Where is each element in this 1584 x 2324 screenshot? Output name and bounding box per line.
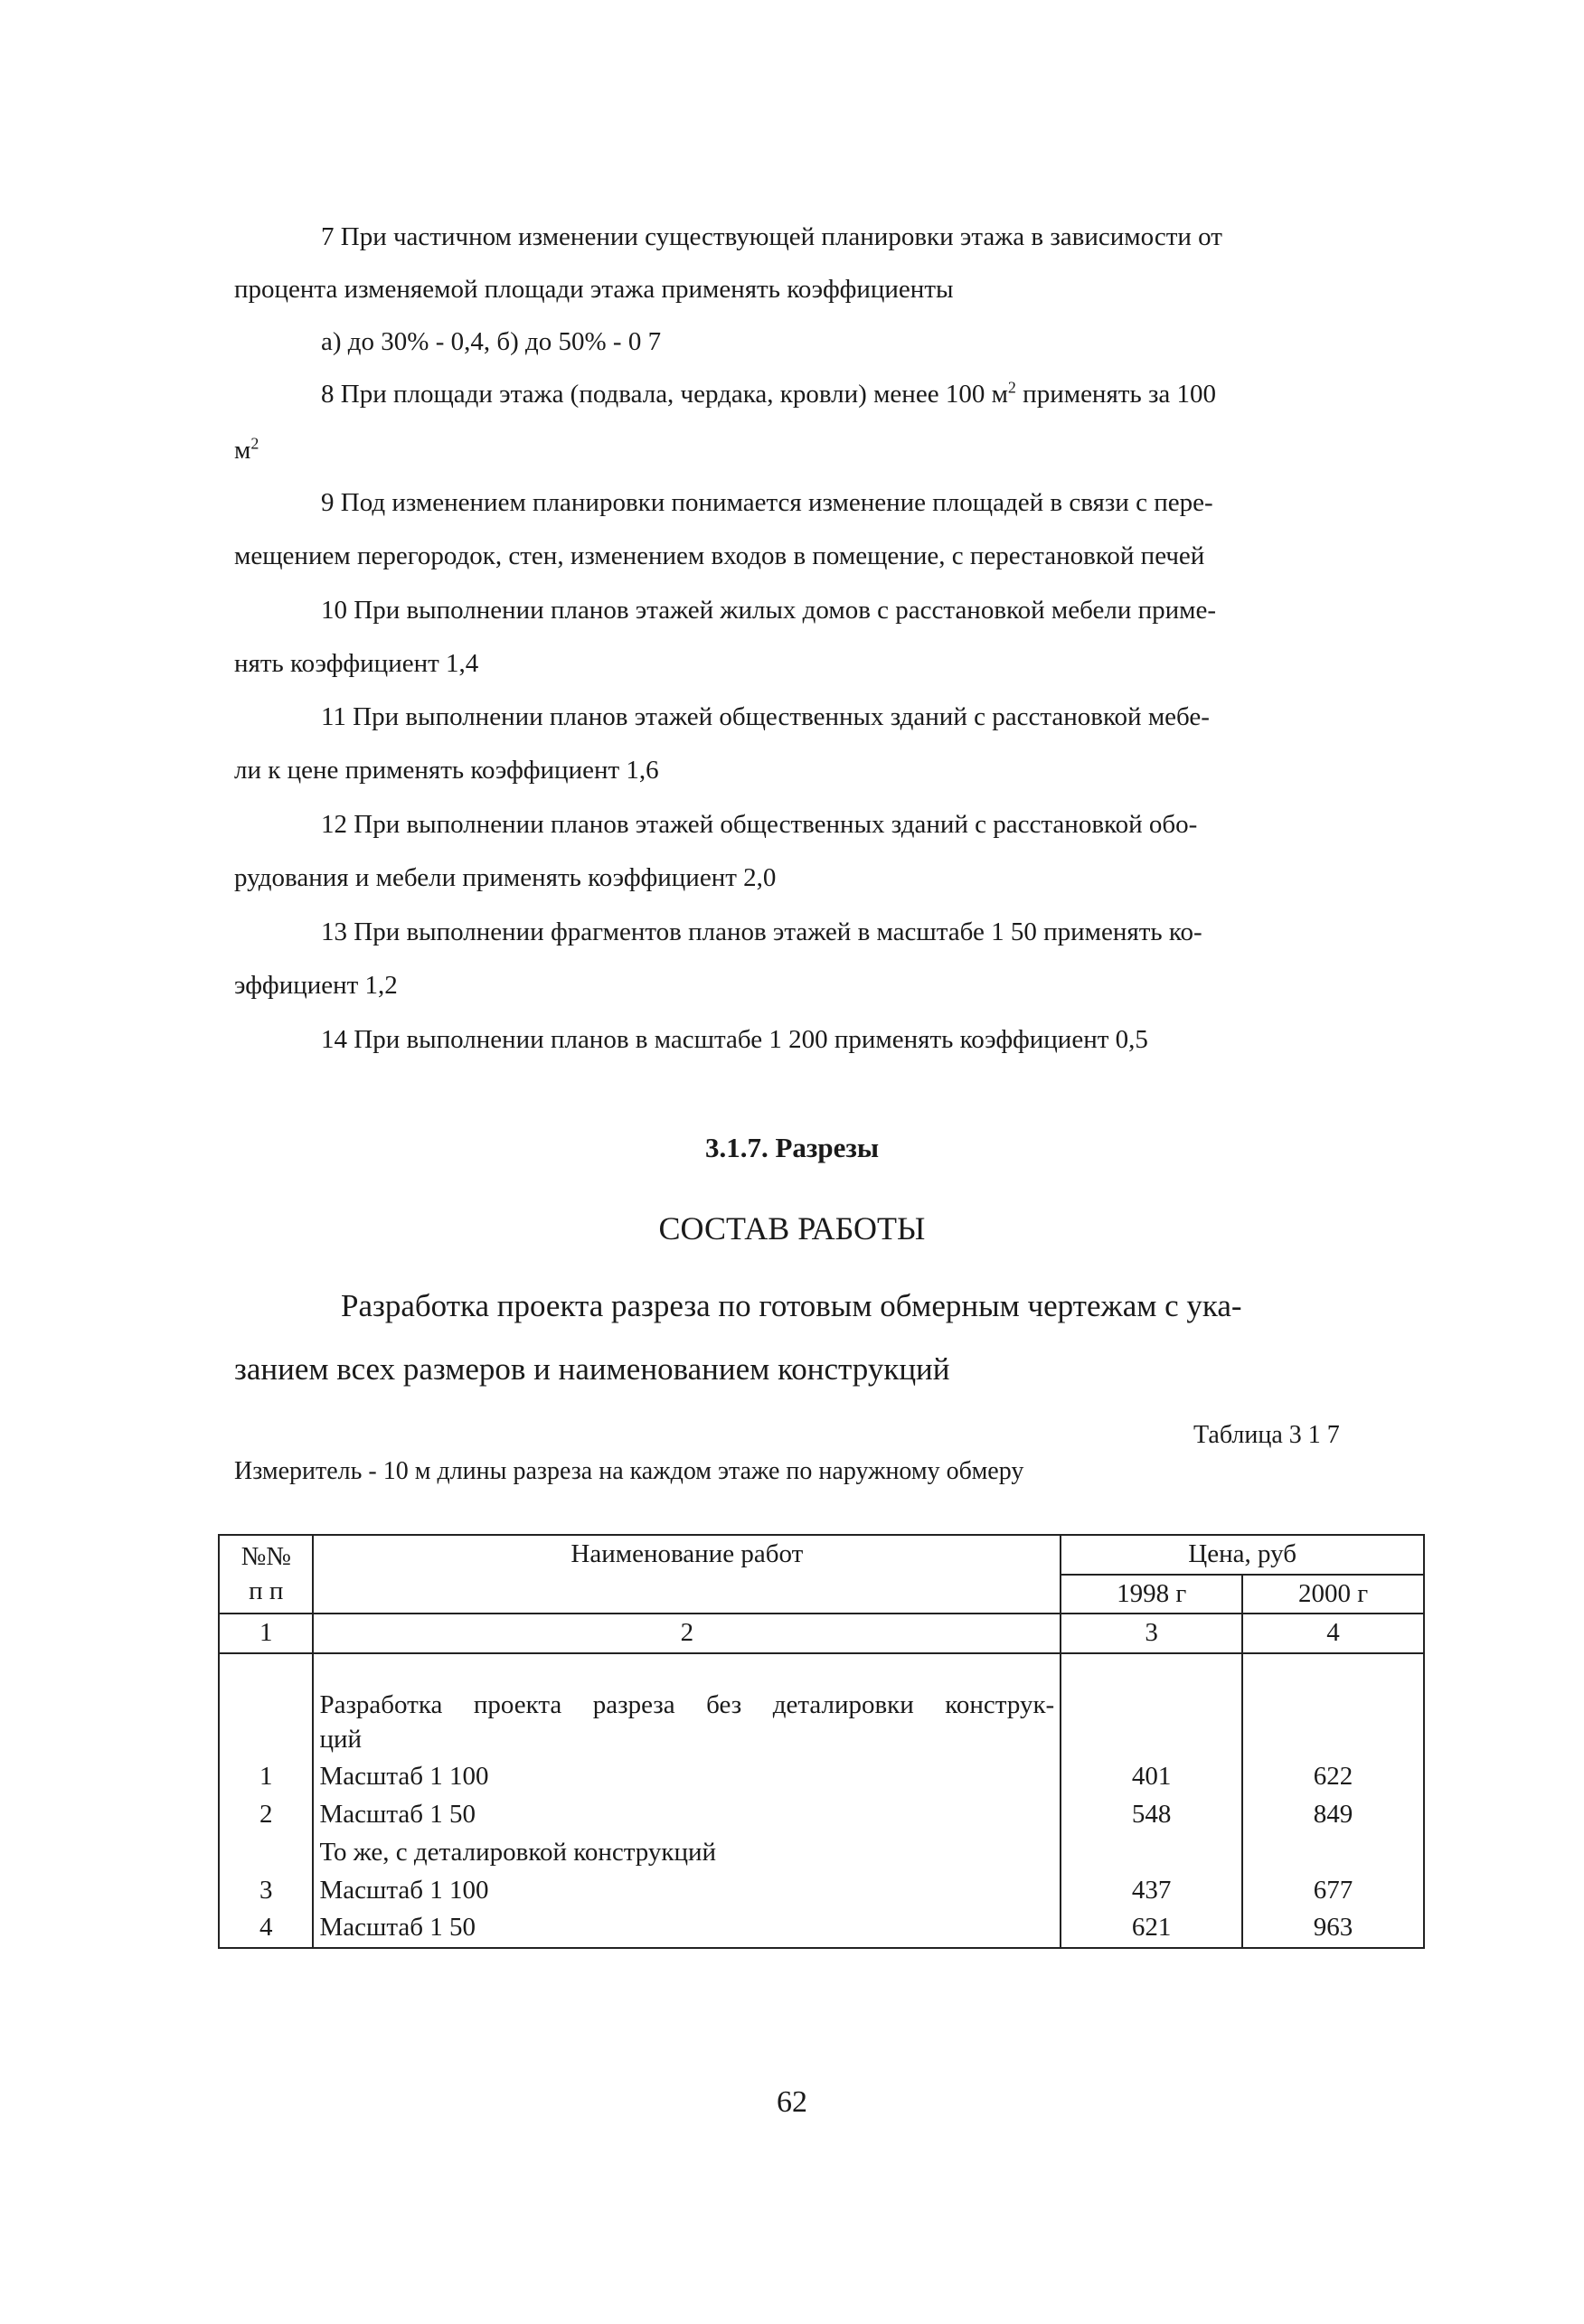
table-caption: Таблица 3 1 7	[1193, 1421, 1340, 1449]
table-group1-row	[219, 1653, 1424, 1758]
header-number	[219, 1535, 313, 1614]
row-price-1998: 621	[1061, 1909, 1242, 1948]
para-9-line1: 9 Под изменением планировки понимается изменение площадей в связи с пере-	[321, 488, 1213, 517]
row-price-2000: 963	[1242, 1909, 1424, 1948]
table-header-row	[219, 1535, 1424, 1575]
header-name: Наименование работ	[313, 1535, 1061, 1614]
row-number: 4	[219, 1909, 313, 1948]
para-coefficients: а) до 30% - 0,4, б) до 50% - 0 7	[321, 327, 662, 356]
header-price: Цена, руб	[1061, 1535, 1424, 1575]
row-price-1998: 437	[1061, 1872, 1242, 1910]
header-number-line1: №№	[240, 1542, 291, 1571]
para-8-line2	[234, 434, 259, 465]
colnum-3: 3	[1061, 1614, 1242, 1653]
header-2000: 2000 г	[1242, 1575, 1424, 1614]
para-8-text-b: применять за 100	[1015, 380, 1217, 409]
group2-heading: То же, с деталировкой конструкций	[313, 1834, 1061, 1872]
row-name: Масштаб 1 100	[313, 1758, 1061, 1796]
para-10-line2: нять коэффициент 1,4	[234, 649, 479, 678]
table-row	[219, 1909, 1424, 1948]
section-subtitle: СОСТАВ РАБОТЫ	[658, 1210, 926, 1247]
para-13-line1: 13 При выполнении фрагментов планов этажей в масштабе 1 50 применять ко-	[321, 917, 1202, 946]
row-price-1998: 548	[1061, 1796, 1242, 1834]
colnum-4: 4	[1242, 1614, 1424, 1653]
para-9-line2: мещением перегородок, стен, изменением входов в помещение, с перестановкой печей	[234, 541, 1205, 570]
para-8-line1	[321, 378, 1217, 409]
page-number: 62	[777, 2085, 807, 2119]
para-8-unit: м	[234, 436, 251, 465]
para-12-line2: рудования и мебели применять коэффициент 2,0	[234, 863, 777, 892]
row-name: Масштаб 1 100	[313, 1872, 1061, 1910]
group1-heading	[313, 1653, 1061, 1758]
table-row	[219, 1872, 1424, 1910]
table-column-numbers-row	[219, 1614, 1424, 1653]
para-13-line2: эффициент 1,2	[234, 971, 398, 1000]
row-number: 2	[219, 1796, 313, 1834]
row-price-2000: 622	[1242, 1758, 1424, 1796]
table-group2-row	[219, 1834, 1424, 1872]
intro-line1: Разработка проекта разреза по готовым обмерным чертежам с ука-	[341, 1288, 1242, 1323]
row-number: 3	[219, 1872, 313, 1910]
row-price-2000: 677	[1242, 1872, 1424, 1910]
row-name: Масштаб 1 50	[313, 1909, 1061, 1948]
para-8-text-a: 8 При площади этажа (подвала, чердака, кровли) менее 100 м	[321, 380, 1008, 409]
price-table	[218, 1534, 1425, 1949]
para-12-line1: 12 При выполнении планов этажей общественных зданий с расстановкой обо-	[321, 810, 1198, 839]
intro-line2: занием всех размеров и наименованием конструкций	[234, 1351, 950, 1387]
group1-heading-line1: Разработка проекта разреза без деталировки конструк-	[319, 1690, 1055, 1720]
para-8-unit-superscript: 2	[250, 434, 259, 453]
row-name: Масштаб 1 50	[313, 1796, 1061, 1834]
header-number-line2: п п	[249, 1576, 284, 1605]
para-8-superscript: 2	[1007, 378, 1016, 397]
row-price-1998: 401	[1061, 1758, 1242, 1796]
para-14: 14 При выполнении планов в масштабе 1 200 применять коэффициент 0,5	[321, 1025, 1148, 1054]
group1-heading-line2: ций	[319, 1724, 363, 1754]
row-price-2000: 849	[1242, 1796, 1424, 1834]
para-11-line1: 11 При выполнении планов этажей общественных зданий с расстановкой мебе-	[321, 702, 1210, 731]
measure-unit: Измеритель - 10 м длины разреза на каждом этаже по наружному обмеру	[234, 1457, 1024, 1485]
para-10-line1: 10 При выполнении планов этажей жилых домов с расстановкой мебели приме-	[321, 596, 1217, 625]
table-row	[219, 1758, 1424, 1796]
para-11-line2: ли к цене применять коэффициент 1,6	[234, 756, 659, 785]
colnum-1: 1	[219, 1614, 313, 1653]
table-row	[219, 1796, 1424, 1834]
row-number: 1	[219, 1758, 313, 1796]
colnum-2: 2	[313, 1614, 1061, 1653]
para-7-line2: процента изменяемой площади этажа применять коэффициенты	[234, 275, 954, 304]
section-title: 3.1.7. Разрезы	[704, 1132, 880, 1163]
header-1998: 1998 г	[1061, 1575, 1242, 1614]
para-7-line1: 7 При частичном изменении существующей планировки этажа в зависимости от	[321, 222, 1222, 251]
